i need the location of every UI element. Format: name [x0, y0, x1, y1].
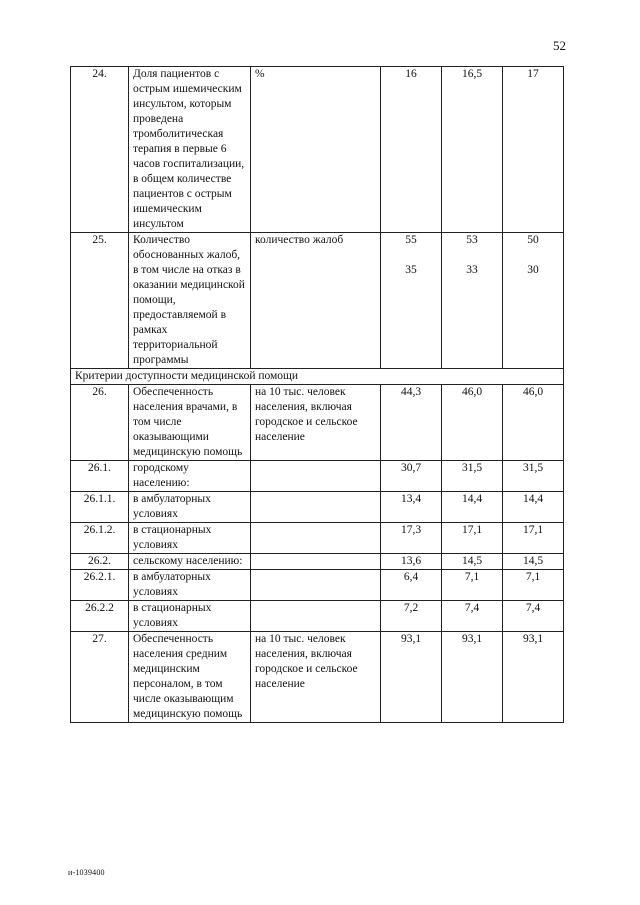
value-year-3: 93,1 — [503, 632, 564, 723]
document-code: и-1039400 — [68, 868, 105, 877]
value-cell — [442, 233, 503, 369]
row-number: 26.1.1. — [71, 492, 129, 523]
indicator-name: Обеспеченность населения врачами, в том числе оказывающими медицинскую помощь — [129, 385, 251, 461]
row-number: 26. — [71, 385, 129, 461]
page-number: 52 — [553, 38, 566, 53]
indicator-name: в стационарных условиях — [129, 523, 251, 554]
value-total: 55 — [405, 234, 417, 246]
value-year-1: 30,7 — [381, 461, 442, 492]
value-refusal: 33 — [466, 264, 478, 276]
indicator-name: в стационарных условиях — [129, 601, 251, 632]
unit-of-measure: на 10 тыс. человек населения, включая городское и сельское население — [251, 632, 381, 723]
table-row — [71, 570, 564, 601]
value-year-3: 46,0 — [503, 385, 564, 461]
table-row — [71, 461, 564, 492]
value-refusal: 30 — [527, 264, 539, 276]
indicator-name: сельскому населению: — [129, 554, 251, 570]
row-number: 26.1.2. — [71, 523, 129, 554]
value-year-3: 31,5 — [503, 461, 564, 492]
value-year-3: 7,4 — [503, 601, 564, 632]
value-year-2: 16,5 — [442, 67, 503, 233]
indicator-name: Количество обоснованных жалоб, в том числе на отказ в оказании медицинской помощи, предоставляемой в рамках территориальной программы — [129, 233, 251, 369]
unit-of-measure — [251, 570, 381, 601]
row-number: 27. — [71, 632, 129, 723]
indicators-table — [70, 66, 564, 723]
row-number: 25. — [71, 233, 129, 369]
value-year-1: 17,3 — [381, 523, 442, 554]
table-row — [71, 385, 564, 461]
unit-of-measure: количество жалоб — [251, 233, 381, 369]
table-row — [71, 601, 564, 632]
unit-of-measure — [251, 523, 381, 554]
unit-of-measure — [251, 492, 381, 523]
row-number: 26.2.1. — [71, 570, 129, 601]
value-year-1: 44,3 — [381, 385, 442, 461]
unit-of-measure — [251, 601, 381, 632]
value-year-1: 7,2 — [381, 601, 442, 632]
value-refusal: 35 — [405, 264, 417, 276]
unit-of-measure: на 10 тыс. человек населения, включая городское и сельское население — [251, 385, 381, 461]
value-year-2: 7,1 — [442, 570, 503, 601]
table-row — [71, 67, 564, 233]
indicator-name: в амбулаторных условиях — [129, 570, 251, 601]
value-year-3: 7,1 — [503, 570, 564, 601]
value-year-1: 13,4 — [381, 492, 442, 523]
table-row — [71, 523, 564, 554]
value-total: 50 — [527, 234, 539, 246]
indicator-name: Обеспеченность населения средним медицинским персоналом, в том числе оказывающим медицинскую помощь — [129, 632, 251, 723]
value-total: 53 — [466, 234, 478, 246]
unit-of-measure: % — [251, 67, 381, 233]
value-year-2: 93,1 — [442, 632, 503, 723]
table-row — [71, 554, 564, 570]
value-year-1: 16 — [381, 67, 442, 233]
value-year-2: 14,4 — [442, 492, 503, 523]
row-number: 26.1. — [71, 461, 129, 492]
value-year-3: 17,1 — [503, 523, 564, 554]
value-year-3: 14,4 — [503, 492, 564, 523]
value-year-3: 17 — [503, 67, 564, 233]
section-header-row — [71, 369, 564, 385]
table-row — [71, 233, 564, 369]
value-year-1: 93,1 — [381, 632, 442, 723]
indicator-name: в амбулаторных условиях — [129, 492, 251, 523]
value-year-1: 13,6 — [381, 554, 442, 570]
indicator-name: Доля пациентов с острым ишемическим инсультом, которым проведена тромболитическая терапия в первые 6 часов госпитализации, в общем количестве пациентов с острым ишемическим инсультом — [129, 67, 251, 233]
value-year-3: 14,5 — [503, 554, 564, 570]
value-cell — [381, 233, 442, 369]
row-number: 26.2.2 — [71, 601, 129, 632]
unit-of-measure — [251, 554, 381, 570]
value-year-2: 17,1 — [442, 523, 503, 554]
value-year-2: 7,4 — [442, 601, 503, 632]
row-number: 24. — [71, 67, 129, 233]
unit-of-measure — [251, 461, 381, 492]
value-year-1: 6,4 — [381, 570, 442, 601]
value-year-2: 14,5 — [442, 554, 503, 570]
value-year-2: 31,5 — [442, 461, 503, 492]
section-title: Критерии доступности медицинской помощи — [71, 369, 564, 385]
table-row — [71, 632, 564, 723]
value-cell — [503, 233, 564, 369]
value-year-2: 46,0 — [442, 385, 503, 461]
row-number: 26.2. — [71, 554, 129, 570]
indicator-name: городскому населению: — [129, 461, 251, 492]
table-row — [71, 492, 564, 523]
